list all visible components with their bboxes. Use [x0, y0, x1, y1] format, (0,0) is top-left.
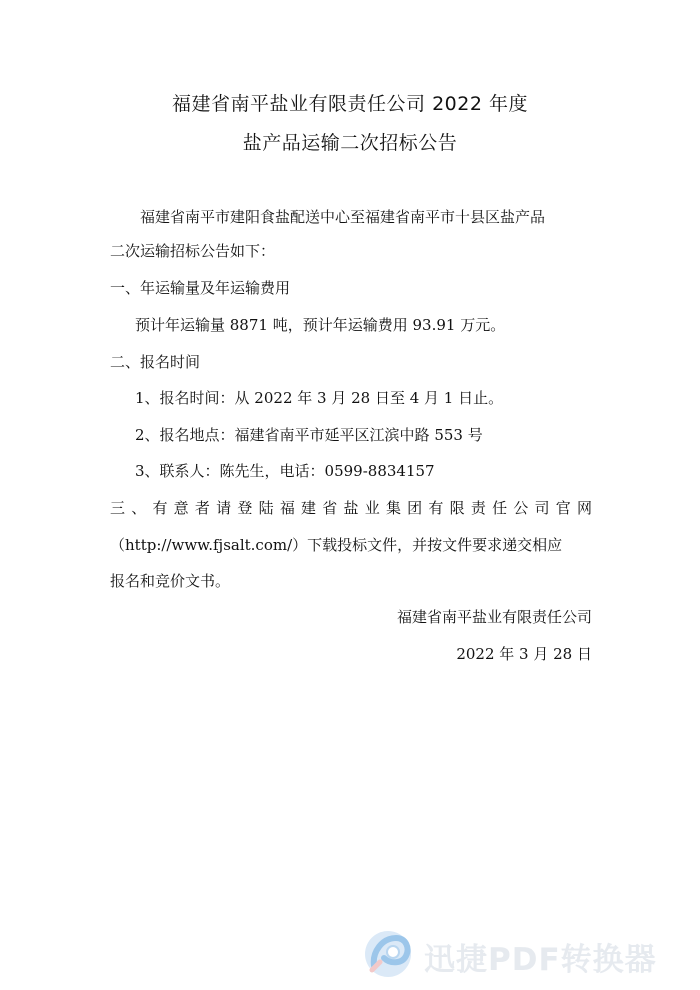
document-title-line-2: 盐产品运输二次招标公告	[242, 132, 458, 154]
contact-item: 3、联系人：陈先生，电话：0599-8834157	[135, 462, 435, 480]
watermark	[362, 928, 692, 978]
section-3-line-1: 三、有意者请登陆福建省盐业集团有限责任公司官网	[110, 499, 592, 517]
registration-time-item: 1、报名时间：从 2022 年 3 月 28 日至 4 月 1 日止。	[135, 389, 504, 407]
signature-organization: 福建省南平盐业有限责任公司	[396, 608, 592, 626]
document-title-line-1: 福建省南平盐业有限责任公司 2022 年度	[172, 93, 528, 115]
section-2-heading: 二、报名时间	[110, 353, 201, 371]
watermark-text: 迅捷PDF转换器	[424, 942, 657, 978]
registration-location-item: 2、报名地点：福建省南平市延平区江滨中路 553 号	[135, 426, 483, 444]
pdf-converter-logo-icon	[362, 928, 414, 980]
section-3-line-3: 报名和竞价文书。	[110, 572, 231, 590]
signature-date: 2022 年 3 月 28 日	[456, 645, 592, 663]
section-1-body: 预计年运输量 8871 吨，预计年运输费用 93.91 万元。	[135, 316, 506, 334]
section-3-line-2: （http://www.fjsalt.com/）下载投标文件，并按文件要求递交相应	[110, 536, 563, 554]
intro-paragraph-line-2: 二次运输招标公告如下：	[110, 242, 276, 260]
intro-paragraph-line-1: 福建省南平市建阳食盐配送中心至福建省南平市十县区盐产品	[140, 208, 546, 226]
section-1-heading: 一、年运输量及年运输费用	[110, 279, 291, 297]
